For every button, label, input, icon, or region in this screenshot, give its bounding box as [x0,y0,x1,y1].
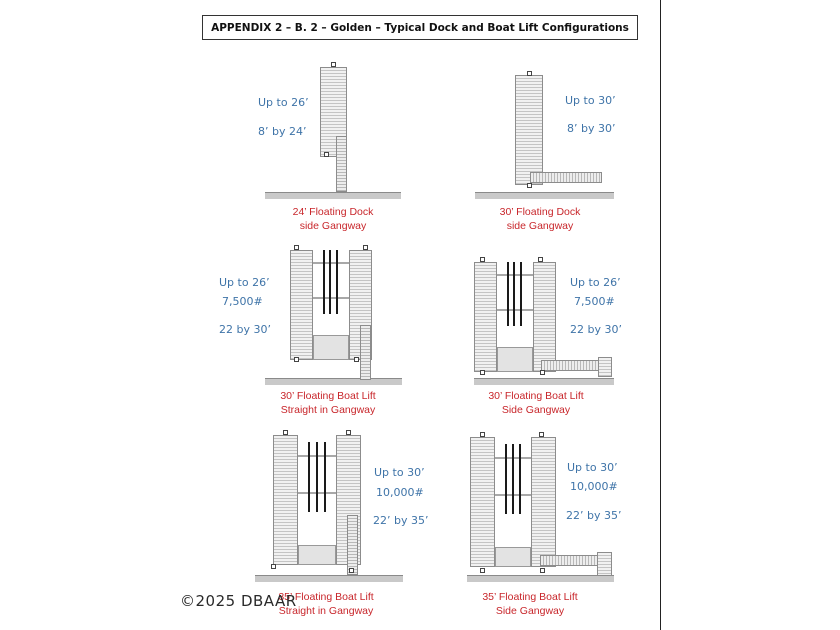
gangway [360,325,371,380]
lift-crossbeam [497,309,533,311]
piling [294,357,299,362]
lift-rail [507,262,509,326]
gangway [540,555,600,566]
piling [538,257,543,262]
piling [480,257,485,262]
piling [480,568,485,573]
caption-line-1: 30’ Floating Boat Lift [488,390,584,402]
gangway-landing [597,552,612,576]
spec-size: 22 by 30’ [219,323,271,336]
spec-size: 22’ by 35’ [373,514,429,527]
lift-rail [512,444,514,514]
piling [480,370,485,375]
piling [324,152,329,157]
spec-capacity: 10,000# [570,480,618,493]
spec-length: Up to 26’ [219,276,270,289]
shoreline [474,378,614,385]
caption-line-1: 30’ Floating Dock [499,206,581,218]
spec-size: 22 by 30’ [570,323,622,336]
right-pontoon [531,437,556,567]
spec-length: Up to 30’ [565,94,616,107]
config-caption [482,590,577,618]
caption-line-2: Straight in Gangway [278,605,374,617]
lift-rail [329,250,331,314]
config-caption [280,389,375,417]
caption-line-1: 35’ Floating Boat Lift [482,591,578,603]
gangway [530,172,602,183]
piling [354,357,359,362]
caption-line-1: 24’ Floating Dock [292,206,374,218]
piling [539,432,544,437]
caption-line-2: side Gangway [299,220,367,232]
piling [527,71,532,76]
lift-cradle [497,347,533,372]
lift-rail [324,442,326,512]
shoreline [265,192,401,199]
piling [283,430,288,435]
lift-rail [336,250,338,314]
piling [527,183,532,188]
gangway [347,515,358,575]
lift-rail [519,444,521,514]
lift-crossbeam [313,297,349,299]
shoreline [255,575,403,582]
lift-rail [316,442,318,512]
spec-size: 8’ by 30’ [567,122,616,135]
lift-cradle [298,545,336,565]
appendix-title: APPENDIX 2 – B. 2 – Golden – Typical Dock and Boat Lift Configurations [202,15,638,40]
caption-line-2: Side Gangway [501,404,571,416]
page-edge-rule [660,0,661,630]
spec-length: Up to 26’ [258,96,309,109]
piling [294,245,299,250]
spec-capacity: 10,000# [376,486,424,499]
caption-line-2: Straight in Gangway [280,404,376,416]
caption-line-1: 30’ Floating Boat Lift [280,390,376,402]
config-caption [500,205,581,233]
lift-rail [505,444,507,514]
gangway [336,136,347,192]
gangway [541,360,601,371]
spec-capacity: 7,500# [574,295,615,308]
lift-rail [323,250,325,314]
spec-size: 22’ by 35’ [566,509,622,522]
spec-capacity: 7,500# [222,295,263,308]
lift-cradle [313,335,349,360]
caption-line-2: Side Gangway [495,605,565,617]
shoreline [475,192,614,199]
lift-rail [308,442,310,512]
spec-length: Up to 26’ [570,276,621,289]
caption-line-2: side Gangway [506,220,574,232]
piling [271,564,276,569]
left-pontoon [470,437,495,567]
lift-rail [520,262,522,326]
lift-rail [513,262,515,326]
spec-size: 8’ by 24’ [258,125,307,138]
lift-cradle [495,547,531,567]
piling [540,370,545,375]
spec-length: Up to 30’ [567,461,618,474]
spec-length: Up to 30’ [374,466,425,479]
right-pontoon [533,262,556,372]
copyright-watermark: ©2025 DBAAR [180,592,297,610]
piling [540,568,545,573]
piling [363,245,368,250]
shoreline [467,575,614,582]
left-pontoon [474,262,497,372]
config-caption [293,205,374,233]
config-caption [488,389,583,417]
caption-line-1: 35’ Floating Boat Lift [278,591,374,603]
piling [346,430,351,435]
shoreline [265,378,402,385]
dock-float [515,75,543,185]
piling [480,432,485,437]
left-pontoon [273,435,298,565]
lift-crossbeam [497,274,533,276]
piling [349,568,354,573]
piling [331,62,336,67]
lift-crossbeam [313,262,349,264]
gangway-landing [598,357,612,377]
left-pontoon [290,250,313,360]
